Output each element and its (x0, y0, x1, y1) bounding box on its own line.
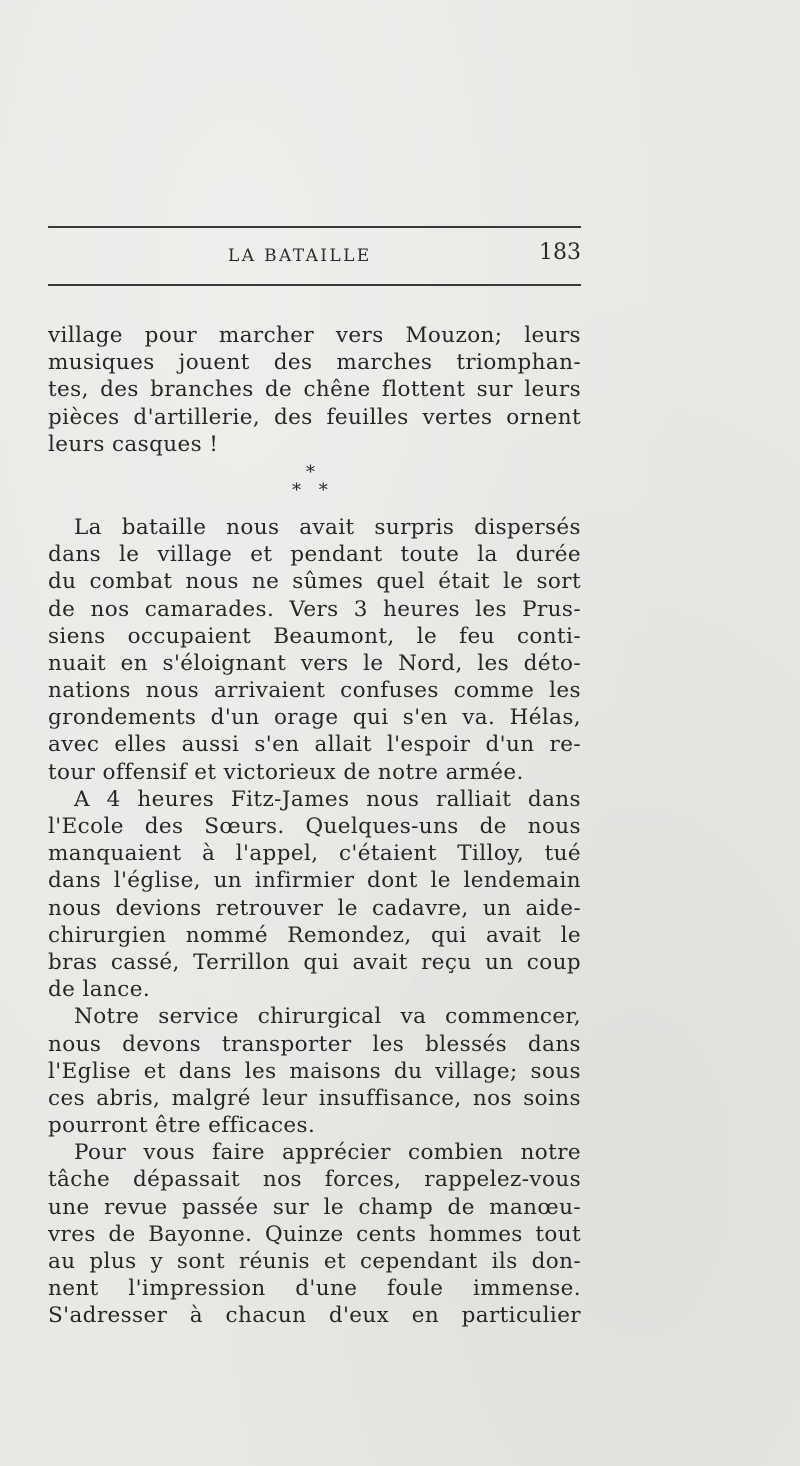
paragraph-5 (48, 1139, 581, 1329)
section-asterism (48, 460, 581, 514)
header-rule-top (48, 226, 581, 228)
text-line: l'Ecole des Sœurs. Quelques-uns de nous (48, 814, 581, 839)
text-line: village pour marcher vers Mouzon; leurs (48, 323, 581, 348)
text-line: leurs casques ! (48, 431, 219, 457)
text-line: avec elles aussi s'en allait l'espoir d'un re- (48, 732, 581, 758)
text-line: tes, des branches de chêne flottent sur leurs (48, 377, 581, 403)
text-line: nuait en s'éloignant vers le Nord, les déto- (48, 650, 581, 676)
text-line: pièces d'artillerie, des feuilles vertes ornent (48, 404, 581, 430)
text-line: manquaient à l'appel, c'étaient Tilloy, tué (48, 841, 581, 867)
text-line: dans le village et pendant toute la durée (48, 542, 581, 568)
text-line: vres de Bayonne. Quinze cents hommes tout (48, 1221, 581, 1247)
text-line: siens occupaient Beaumont, le feu conti- (48, 623, 581, 649)
text-line: nous devons transporter les blessés dans (48, 1031, 581, 1057)
text-line: tour offensif et victorieux de notre armée. (48, 759, 524, 785)
page-number: 183 (539, 240, 581, 265)
text-line: bras cassé, Terrillon qui avait reçu un coup (48, 949, 581, 975)
text-line: S'adresser à chacun d'eux en particulier (48, 1303, 581, 1329)
text-line: de nos camarades. Vers 3 heures les Prus- (48, 596, 581, 622)
text-line: chirurgien nommé Remondez, qui avait le (48, 922, 581, 948)
text-line: pourront être efficaces. (48, 1113, 316, 1139)
running-title: LA BATAILLE (228, 246, 372, 266)
text-line: La bataille nous avait surpris dispersés (74, 514, 581, 540)
text-line: du combat nous ne sûmes quel était le sort (48, 569, 581, 595)
text-line: l'Eglise et dans les maisons du village; sous (48, 1058, 581, 1084)
header-rule-bottom (48, 284, 581, 286)
text-line: dans l'église, un infirmier dont le lendemain (48, 868, 581, 894)
running-head (48, 240, 581, 274)
text-line: nations nous arrivaient confuses comme les (48, 678, 581, 704)
text-line: nous devions retrouver le cadavre, un aide- (48, 895, 581, 921)
text-line: une revue passée sur le champ de manœu- (48, 1194, 581, 1220)
paragraph-1 (48, 322, 581, 458)
asterism-bottom: * * (292, 479, 334, 501)
text-line: grondements d'un orage qui s'en va. Hélas, (48, 705, 581, 731)
text-line: Notre service chirurgical va commencer, (74, 1004, 581, 1030)
paragraph-2 (48, 514, 581, 786)
paragraph-3 (48, 786, 581, 1004)
text-line: au plus y sont réunis et cependant ils don- (48, 1249, 581, 1274)
text-line: ces abris, malgré leur insuffisance, nos soins (48, 1085, 581, 1111)
text-line: A 4 heures Fitz-James nous ralliait dans (74, 786, 581, 812)
text-line: musiques jouent des marches triomphan- (48, 350, 581, 376)
text-line: nent l'impression d'une foule immense. (48, 1276, 581, 1302)
text-line: Pour vous faire apprécier combien notre (74, 1140, 581, 1166)
paragraph-4 (48, 1003, 581, 1139)
text-line: de lance. (48, 977, 151, 1003)
asterism-top: * (306, 461, 316, 483)
text-line: tâche dépassait nos forces, rappelez-vous (48, 1167, 581, 1193)
body-text (48, 322, 581, 1330)
